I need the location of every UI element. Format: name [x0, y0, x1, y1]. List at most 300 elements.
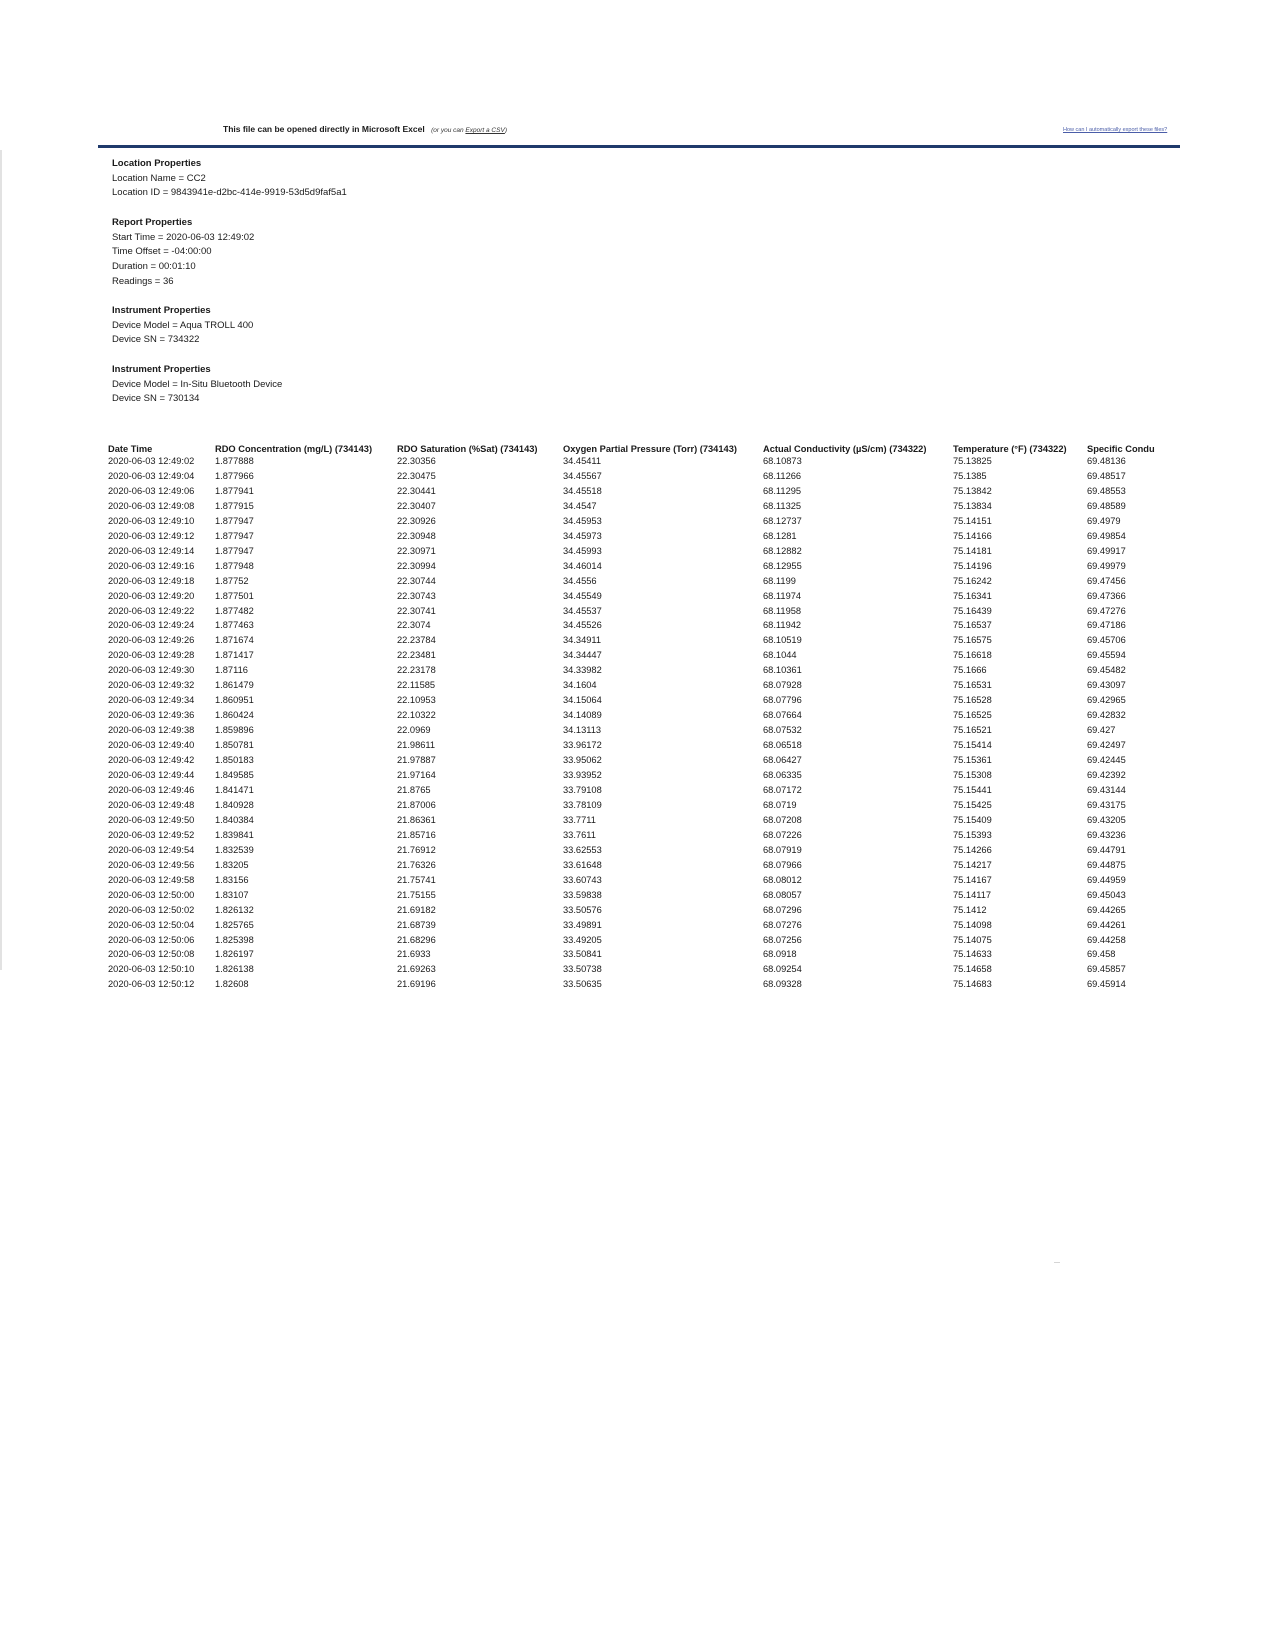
table-cell: 2020-06-03 12:49:38 — [108, 725, 195, 736]
table-cell: 68.11958 — [763, 605, 802, 616]
table-cell: 69.44875 — [1087, 859, 1126, 870]
table-cell: 68.07664 — [763, 710, 802, 721]
table-cell: 34.4556 — [563, 575, 597, 586]
table-cell: 33.7711 — [563, 814, 596, 825]
table-cell: 22.10322 — [397, 710, 436, 721]
table-row — [108, 454, 1175, 469]
table-cell: 69.45857 — [1087, 964, 1126, 975]
table-cell: 68.12737 — [763, 515, 802, 526]
table-cell: 69.45914 — [1087, 979, 1126, 990]
table-cell: 21.75155 — [397, 889, 436, 900]
table-cell: 21.87006 — [397, 799, 436, 810]
table-cell: 34.45526 — [563, 620, 602, 631]
table-cell: 34.45567 — [563, 470, 602, 481]
report-duration: Duration = 00:01:10 — [112, 260, 196, 272]
table-cell: 1.877501 — [215, 590, 254, 601]
table-cell: 1.877948 — [215, 560, 254, 571]
table-cell: 68.06427 — [763, 755, 802, 766]
table-cell: 33.50635 — [563, 979, 602, 990]
table-cell: 68.11266 — [763, 470, 802, 481]
table-cell: 2020-06-03 12:49:12 — [108, 530, 195, 541]
table-cell: 75.16537 — [953, 620, 992, 631]
table-row — [108, 544, 1175, 559]
table-cell: 69.43205 — [1087, 814, 1126, 825]
table-cell: 68.12955 — [763, 560, 802, 571]
table-cell: 33.61648 — [563, 859, 602, 870]
table-cell: 69.42965 — [1087, 695, 1126, 706]
table-row — [108, 589, 1175, 604]
location-id: Location ID = 9843941e-d2bc-414e-9919-53d5d9faf5a1 — [112, 187, 347, 199]
table-cell: 75.14181 — [953, 545, 992, 556]
table-cell: 33.59838 — [563, 889, 602, 900]
scan-left-edge — [0, 150, 2, 970]
table-cell: 75.15409 — [953, 814, 992, 825]
location-name: Location Name = CC2 — [112, 172, 206, 184]
table-cell: 2020-06-03 12:50:08 — [108, 949, 195, 960]
table-cell: 2020-06-03 12:49:08 — [108, 500, 195, 511]
table-cell: 1.877915 — [215, 500, 254, 511]
table-cell: 2020-06-03 12:49:10 — [108, 515, 195, 526]
table-cell: 34.34911 — [563, 635, 602, 646]
table-cell: 2020-06-03 12:49:56 — [108, 859, 195, 870]
table-cell: 69.4979 — [1087, 515, 1121, 526]
table-row — [108, 604, 1175, 619]
table-cell: 21.69263 — [397, 964, 436, 975]
table-cell: 69.44791 — [1087, 844, 1126, 855]
table-row — [108, 783, 1175, 798]
table-cell: 1.825398 — [215, 934, 254, 945]
table-cell: 75.16242 — [953, 575, 992, 586]
excel-banner-text: This file can be opened directly in Microsoft Excel — [223, 124, 425, 134]
table-cell: 2020-06-03 12:50:12 — [108, 979, 195, 990]
table-cell: 2020-06-03 12:49:32 — [108, 680, 195, 691]
device-sn: Device SN = 730134 — [112, 393, 200, 405]
table-cell: 1.861479 — [215, 680, 254, 691]
table-cell: 21.85716 — [397, 829, 436, 840]
table-row — [108, 843, 1175, 858]
csv-note-suffix: ) — [504, 127, 507, 134]
table-cell: 33.96172 — [563, 740, 602, 751]
instrument-properties-2 — [112, 363, 347, 407]
table-row — [108, 768, 1175, 783]
table-row — [108, 633, 1175, 648]
table-cell: 1.840384 — [215, 814, 254, 825]
table-cell: 33.78109 — [563, 799, 602, 810]
table-row — [108, 529, 1175, 544]
report-readings: Readings = 36 — [112, 275, 174, 287]
table-row — [108, 648, 1175, 663]
table-row — [108, 933, 1175, 948]
device-sn: Device SN = 734322 — [112, 334, 200, 346]
table-cell: 2020-06-03 12:49:24 — [108, 620, 195, 631]
table-cell: 33.50841 — [563, 949, 602, 960]
table-cell: 68.11325 — [763, 500, 802, 511]
table-row — [108, 723, 1175, 738]
table-cell: 22.0969 — [397, 725, 431, 736]
table-cell: 68.1199 — [763, 575, 796, 586]
csv-note-prefix: (or you can — [431, 127, 464, 134]
table-cell: 2020-06-03 12:50:10 — [108, 964, 195, 975]
table-cell: 68.07919 — [763, 844, 802, 855]
table-cell: 22.23178 — [397, 665, 436, 676]
table-cell: 75.15393 — [953, 829, 992, 840]
table-cell: 34.13113 — [563, 725, 602, 736]
table-cell: 22.30926 — [397, 515, 436, 526]
column-header: Actual Conductivity (µS/cm) (734322) — [763, 444, 927, 454]
table-row — [108, 798, 1175, 813]
table-cell: 75.16575 — [953, 635, 992, 646]
table-cell: 69.42497 — [1087, 740, 1126, 751]
table-cell: 21.68739 — [397, 919, 436, 930]
column-header: Date Time — [108, 444, 153, 454]
table-cell: 68.11974 — [763, 590, 802, 601]
table-cell: 68.06335 — [763, 770, 802, 781]
table-cell: 34.15064 — [563, 695, 602, 706]
table-cell: 21.8765 — [397, 784, 431, 795]
table-body — [108, 454, 1175, 992]
table-cell: 2020-06-03 12:49:20 — [108, 590, 195, 601]
table-cell: 69.47366 — [1087, 590, 1126, 601]
table-cell: 1.860424 — [215, 710, 254, 721]
table-cell: 75.16528 — [953, 695, 992, 706]
device-model: Device Model = Aqua TROLL 400 — [112, 319, 254, 331]
csv-note — [431, 127, 507, 134]
table-row — [108, 813, 1175, 828]
table-cell: 1.839841 — [215, 829, 254, 840]
table-cell: 1.841471 — [215, 784, 254, 795]
table-cell: 2020-06-03 12:49:30 — [108, 665, 195, 676]
table-cell: 69.44959 — [1087, 874, 1126, 885]
export-csv-link[interactable]: Export a CSV — [465, 127, 505, 134]
table-cell: 1.877888 — [215, 456, 254, 466]
table-cell: 69.458 — [1087, 949, 1116, 960]
report-time-offset: Time Offset = -04:00:00 — [112, 246, 212, 258]
table-cell: 34.1604 — [563, 680, 597, 691]
device-model: Device Model = In-Situ Bluetooth Device — [112, 378, 283, 390]
header-divider — [98, 145, 1180, 148]
table-cell: 68.07928 — [763, 680, 802, 691]
table-cell: 21.97164 — [397, 770, 436, 781]
auto-export-help-link[interactable]: How can I automatically export these files? — [1063, 127, 1168, 133]
table-cell: 1.825765 — [215, 919, 254, 930]
table-cell: 75.15308 — [953, 770, 992, 781]
table-cell: 33.60743 — [563, 874, 602, 885]
table-cell: 21.98611 — [397, 740, 436, 751]
table-cell: 68.12882 — [763, 545, 802, 556]
table-row — [108, 738, 1175, 753]
table-cell: 21.75741 — [397, 874, 436, 885]
column-header: Oxygen Partial Pressure (Torr) (734143) — [563, 444, 737, 454]
table-cell: 69.47186 — [1087, 620, 1126, 631]
table-cell: 1.877947 — [215, 515, 254, 526]
report-properties-title: Report Properties — [112, 216, 193, 228]
table-cell: 68.07296 — [763, 904, 802, 915]
column-header: RDO Saturation (%Sat) (734143) — [397, 444, 538, 454]
table-cell: 1.877947 — [215, 530, 254, 541]
table-cell: 1.849585 — [215, 770, 254, 781]
table-cell: 21.76912 — [397, 844, 436, 855]
table-cell: 68.08012 — [763, 874, 802, 885]
scan-speck — [1054, 1262, 1060, 1263]
table-cell: 1.826197 — [215, 949, 254, 960]
table-row — [108, 873, 1175, 888]
column-header: RDO Concentration (mg/L) (734143) — [215, 444, 373, 454]
table-cell: 69.47456 — [1087, 575, 1126, 586]
table-cell: 34.45537 — [563, 605, 602, 616]
table-cell: 1.82608 — [215, 979, 249, 990]
table-cell: 2020-06-03 12:49:48 — [108, 799, 195, 810]
table-cell: 68.0719 — [763, 799, 797, 810]
table-cell: 75.14098 — [953, 919, 992, 930]
table-cell: 69.45706 — [1087, 635, 1126, 646]
table-cell: 2020-06-03 12:49:40 — [108, 740, 195, 751]
table-cell: 34.14089 — [563, 710, 602, 721]
table-header-row — [108, 437, 1175, 454]
table-cell: 2020-06-03 12:49:18 — [108, 575, 195, 586]
table-cell: 22.3074 — [397, 620, 431, 631]
table-cell: 34.45993 — [563, 545, 602, 556]
table-row — [108, 663, 1175, 678]
table-cell: 22.10953 — [397, 695, 436, 706]
table-cell: 1.859896 — [215, 725, 254, 736]
table-row — [108, 469, 1175, 484]
table-cell: 69.44261 — [1087, 919, 1126, 930]
table-cell: 2020-06-03 12:49:46 — [108, 784, 195, 795]
table-cell: 22.30994 — [397, 560, 436, 571]
table-row — [108, 484, 1175, 499]
table-cell: 2020-06-03 12:49:06 — [108, 485, 195, 496]
properties-section — [112, 157, 347, 422]
table-cell: 69.42445 — [1087, 755, 1126, 766]
excel-banner — [223, 124, 507, 134]
report-properties — [112, 216, 347, 290]
table-cell: 33.93952 — [563, 770, 602, 781]
table-cell: 69.48136 — [1087, 456, 1126, 466]
table-cell: 75.15441 — [953, 784, 992, 795]
table-cell: 69.49979 — [1087, 560, 1126, 571]
table-cell: 69.44258 — [1087, 934, 1126, 945]
table-row — [108, 514, 1175, 529]
table-cell: 34.45518 — [563, 485, 602, 496]
instrument-properties-1 — [112, 304, 347, 348]
table-cell: 34.33982 — [563, 665, 602, 676]
table-cell: 68.07172 — [763, 784, 802, 795]
table-cell: 1.87752 — [215, 575, 249, 586]
table-cell: 2020-06-03 12:49:52 — [108, 829, 195, 840]
table-cell: 75.14633 — [953, 949, 992, 960]
table-cell: 2020-06-03 12:49:36 — [108, 710, 195, 721]
table-cell: 75.14167 — [953, 874, 992, 885]
table-cell: 22.30475 — [397, 470, 436, 481]
table-cell: 33.62553 — [563, 844, 602, 855]
table-cell: 69.43175 — [1087, 799, 1126, 810]
table-cell: 68.10519 — [763, 635, 802, 646]
table-row — [108, 962, 1175, 977]
table-cell: 69.49917 — [1087, 545, 1126, 556]
table-row — [108, 977, 1175, 992]
table-cell: 21.86361 — [397, 814, 436, 825]
table-row — [108, 753, 1175, 768]
table-cell: 1.83107 — [215, 889, 249, 900]
table-cell: 68.07532 — [763, 725, 802, 736]
table-row — [108, 678, 1175, 693]
table-cell: 68.07966 — [763, 859, 802, 870]
table-cell: 68.07208 — [763, 814, 802, 825]
table-row — [108, 903, 1175, 918]
table-row — [108, 618, 1175, 633]
instrument-properties-title: Instrument Properties — [112, 363, 211, 375]
table-cell: 68.07226 — [763, 829, 802, 840]
table-cell: 21.76326 — [397, 859, 436, 870]
table-cell: 1.826132 — [215, 904, 254, 915]
table-cell: 75.14196 — [953, 560, 992, 571]
table-cell: 69.45043 — [1087, 889, 1126, 900]
table-row — [108, 888, 1175, 903]
column-header: Specific Condu — [1087, 444, 1155, 454]
table-cell: 2020-06-03 12:49:02 — [108, 456, 195, 466]
table-row — [108, 574, 1175, 589]
table-cell: 69.48553 — [1087, 485, 1126, 496]
table-cell: 22.30356 — [397, 456, 436, 466]
table-cell: 33.50576 — [563, 904, 602, 915]
table-cell: 1.877482 — [215, 605, 254, 616]
table-cell: 21.69182 — [397, 904, 436, 915]
report-start-time: Start Time = 2020-06-03 12:49:02 — [112, 231, 255, 243]
table-cell: 68.11942 — [763, 620, 802, 631]
table-cell: 69.43144 — [1087, 784, 1126, 795]
table-cell: 69.48517 — [1087, 470, 1126, 481]
table-cell: 22.30407 — [397, 500, 436, 511]
table-cell: 2020-06-03 12:49:28 — [108, 650, 195, 661]
table-cell: 2020-06-03 12:49:54 — [108, 844, 195, 855]
table-cell: 75.1666 — [953, 665, 987, 676]
table-cell: 1.840928 — [215, 799, 254, 810]
location-properties-title: Location Properties — [112, 158, 202, 169]
table-cell: 68.10873 — [763, 456, 802, 466]
table-cell: 2020-06-03 12:49:34 — [108, 695, 195, 706]
table-cell: 22.30971 — [397, 545, 436, 556]
table-cell: 75.15425 — [953, 799, 992, 810]
table-cell: 21.68296 — [397, 934, 436, 945]
table-cell: 68.07256 — [763, 934, 802, 945]
table-cell: 69.45482 — [1087, 665, 1126, 676]
table-cell: 69.43236 — [1087, 829, 1126, 840]
table-cell: 75.13825 — [953, 456, 992, 466]
table-cell: 68.1044 — [763, 650, 797, 661]
readings-table — [108, 437, 1175, 992]
table-cell: 75.14266 — [953, 844, 992, 855]
table-cell: 75.16521 — [953, 725, 992, 736]
table-cell: 22.23784 — [397, 635, 436, 646]
table-cell: 1.871417 — [215, 650, 254, 661]
table-cell: 69.49854 — [1087, 530, 1126, 541]
table-cell: 2020-06-03 12:49:50 — [108, 814, 195, 825]
table-row — [108, 499, 1175, 514]
table-cell: 2020-06-03 12:49:16 — [108, 560, 195, 571]
table-cell: 68.09254 — [763, 964, 802, 975]
table-cell: 1.871674 — [215, 635, 254, 646]
table-cell: 22.30441 — [397, 485, 436, 496]
table-cell: 2020-06-03 12:49:04 — [108, 470, 195, 481]
table-cell: 33.95062 — [563, 755, 602, 766]
table-cell: 1.877947 — [215, 545, 254, 556]
table-cell: 2020-06-03 12:50:04 — [108, 919, 195, 930]
table-cell: 34.45549 — [563, 590, 602, 601]
table-cell: 69.48589 — [1087, 500, 1126, 511]
table-cell: 75.16439 — [953, 605, 992, 616]
table-cell: 69.42392 — [1087, 770, 1126, 781]
table-cell: 1.860951 — [215, 695, 254, 706]
table-cell: 1.83156 — [215, 874, 249, 885]
table-cell: 75.14166 — [953, 530, 992, 541]
table-cell: 33.7611 — [563, 829, 596, 840]
table-cell: 75.14151 — [953, 515, 992, 526]
table-cell: 2020-06-03 12:49:44 — [108, 770, 195, 781]
table-cell: 2020-06-03 12:50:06 — [108, 934, 195, 945]
table-cell: 75.1412 — [953, 904, 987, 915]
table-row — [108, 947, 1175, 962]
table-cell: 75.15414 — [953, 740, 992, 751]
table-cell: 75.14658 — [953, 964, 992, 975]
table-cell: 75.14117 — [953, 889, 992, 900]
table-cell: 21.97887 — [397, 755, 436, 766]
table-cell: 2020-06-03 12:49:22 — [108, 605, 195, 616]
table-cell: 69.45594 — [1087, 650, 1126, 661]
table-cell: 75.16341 — [953, 590, 992, 601]
table-cell: 1.826138 — [215, 964, 254, 975]
table-row — [108, 693, 1175, 708]
table-cell: 34.45953 — [563, 515, 602, 526]
table-cell: 1.83205 — [215, 859, 249, 870]
table-cell: 69.43097 — [1087, 680, 1126, 691]
table-cell: 34.45411 — [563, 456, 602, 466]
table-cell: 1.877966 — [215, 470, 254, 481]
table-cell: 68.09328 — [763, 979, 802, 990]
table-cell: 75.1385 — [953, 470, 987, 481]
table-cell: 1.877463 — [215, 620, 254, 631]
table-cell: 68.07796 — [763, 695, 802, 706]
table-cell: 34.45973 — [563, 530, 602, 541]
column-header: Temperature (°F) (734322) — [953, 444, 1067, 454]
table-cell: 22.23481 — [397, 650, 436, 661]
table-cell: 2020-06-03 12:50:00 — [108, 889, 195, 900]
table-cell: 75.13834 — [953, 500, 992, 511]
table-cell: 33.79108 — [563, 784, 602, 795]
table-row — [108, 858, 1175, 873]
table-cell: 68.06518 — [763, 740, 802, 751]
table-cell: 68.07276 — [763, 919, 802, 930]
table-cell: 22.30741 — [397, 605, 436, 616]
table-cell: 1.87116 — [215, 665, 248, 676]
table-cell: 75.16525 — [953, 710, 992, 721]
table-row — [108, 918, 1175, 933]
table-cell: 68.0918 — [763, 949, 797, 960]
table-cell: 34.46014 — [563, 560, 602, 571]
table-cell: 33.50738 — [563, 964, 602, 975]
table-cell: 75.14683 — [953, 979, 992, 990]
table-cell: 75.16531 — [953, 680, 992, 691]
table-cell: 2020-06-03 12:49:26 — [108, 635, 195, 646]
table-cell: 22.30744 — [397, 575, 436, 586]
table-row — [108, 828, 1175, 843]
table-cell: 1.877941 — [215, 485, 254, 496]
table-cell: 33.49891 — [563, 919, 602, 930]
table-cell: 2020-06-03 12:49:14 — [108, 545, 195, 556]
table-cell: 68.11295 — [763, 485, 802, 496]
table-cell: 2020-06-03 12:49:58 — [108, 874, 195, 885]
table-cell: 34.34447 — [563, 650, 602, 661]
table-cell: 22.30948 — [397, 530, 436, 541]
